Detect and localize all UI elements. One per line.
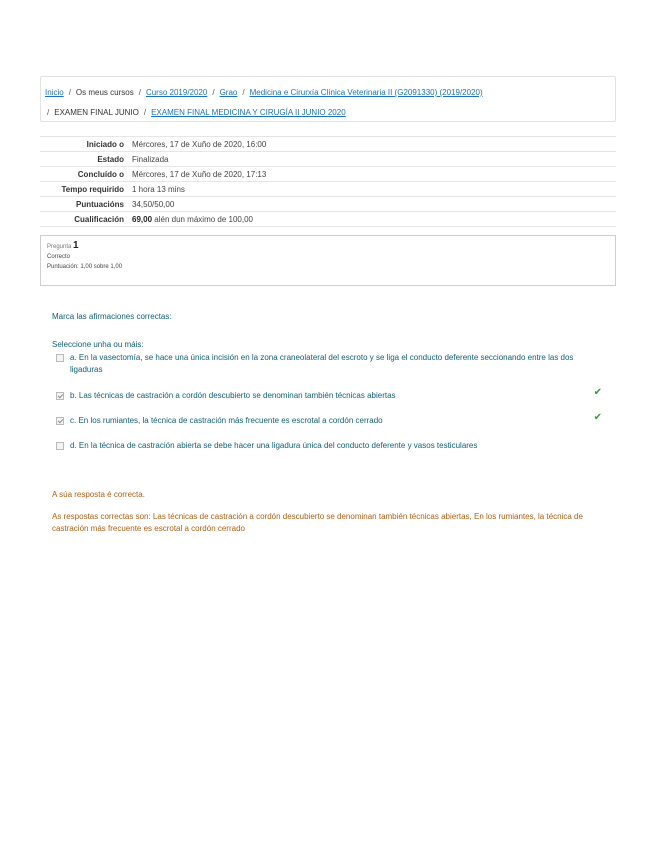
answer-text	[70, 415, 608, 427]
question-state: Correcto	[47, 254, 71, 260]
summary-row-marks	[40, 197, 616, 212]
breadcrumb-link-inicio[interactable]: Inicio	[45, 88, 64, 97]
answer-label: En la vasectomía, se hace una única incisión en la zona craneolateral del escroto y se liga el conducto deferente seccionando entre las dos ligaduras	[70, 353, 574, 374]
answer-prompt: Seleccione unha ou máis:	[52, 340, 144, 349]
answer-checkbox[interactable]	[56, 417, 64, 425]
question-label: Pregunta	[47, 244, 72, 250]
answer-checkbox[interactable]	[56, 354, 64, 362]
answer-text	[70, 440, 608, 452]
breadcrumb-link-grao[interactable]: Grao	[219, 88, 238, 97]
summary-row-grade	[40, 212, 616, 227]
question-number	[47, 241, 609, 252]
correct-answer-text: As respostas correctas son: Las técnicas de castración a cordón descubierto se denominan también técnicas abiertas, En los rumiantes, la técnica de castración más frecuente es escrotal a cordón cerrado	[52, 512, 583, 533]
answer-text	[70, 352, 608, 376]
answer-label: En la técnica de castración abierta se debe hacer una ligadura única del conducto deferente y vasos testiculares	[78, 441, 478, 450]
summary-value: Mércores, 17 de Xuño de 2020, 17:13	[132, 169, 267, 179]
answer-option-a[interactable]	[56, 352, 608, 376]
summary-value: 1 hora 13 mins	[132, 184, 185, 194]
answer-label: En los rumiantes, la técnica de castración más frecuente es escrotal a cordón cerrado	[78, 416, 383, 425]
summary-label: Iniciado o	[86, 139, 124, 149]
summary-row-started	[40, 137, 616, 152]
answer-letter: a.	[70, 353, 77, 362]
feedback-text: A súa resposta é correcta.	[52, 490, 145, 499]
summary-label: Puntuacións	[75, 199, 124, 209]
summary-label: Concluído o	[77, 169, 124, 179]
question-number-value: 1	[73, 240, 79, 251]
question-outcome	[52, 489, 604, 545]
breadcrumb-item-examen-final-junio: EXAMEN FINAL JUNIO	[54, 108, 139, 117]
summary-label: Estado	[97, 154, 124, 164]
grade-max: alén dun máximo de 100,00	[154, 214, 253, 224]
answer-option-b[interactable]	[56, 387, 608, 402]
summary-value	[128, 212, 616, 227]
breadcrumb-separator: /	[138, 88, 141, 97]
summary-label: Tempo requirido	[61, 184, 124, 194]
correct-check-icon: ✔	[593, 387, 602, 398]
question-text: Marca las afirmaciones correctas:	[52, 312, 172, 321]
answer-option-c[interactable]	[56, 412, 608, 427]
summary-value: 34,50/50,00	[132, 199, 175, 209]
grade-value: 69,00	[132, 214, 153, 224]
breadcrumb-separator: /	[212, 88, 215, 97]
correct-check-icon: ✔	[593, 412, 602, 423]
breadcrumb-item-os-meus-cursos: Os meus cursos	[75, 88, 134, 97]
summary-row-state	[40, 152, 616, 167]
breadcrumb-separator: /	[242, 88, 245, 97]
summary-row-time-taken	[40, 182, 616, 197]
summary-row-completed	[40, 167, 616, 182]
answer-label: Las técnicas de castración a cordón descubierto se denominan también técnicas abiertas	[78, 391, 396, 400]
summary-value: Finalizada	[132, 154, 169, 164]
breadcrumb-link-course[interactable]: Medicina e Cirurxía Clínica Veterinaria II (G2091330) (2019/2020)	[249, 88, 483, 97]
answer-text	[70, 390, 608, 402]
attempt-summary-table	[40, 136, 616, 227]
answer-letter: c.	[70, 416, 77, 425]
breadcrumb-separator: /	[143, 108, 147, 117]
breadcrumb-line-2	[45, 103, 611, 123]
answer-option-d[interactable]	[56, 440, 608, 452]
question-grade: Puntuación: 1,00 sobre 1,00	[47, 264, 123, 270]
answer-checkbox[interactable]	[56, 442, 64, 450]
summary-value: Mércores, 17 de Xuño de 2020, 16:00	[132, 139, 267, 149]
breadcrumb	[40, 76, 616, 122]
answer-letter: d.	[70, 441, 77, 450]
summary-label: Cualificación	[74, 214, 124, 224]
breadcrumb-separator: /	[47, 108, 50, 117]
breadcrumb-line-1	[45, 83, 611, 103]
breadcrumb-link-quiz[interactable]: EXAMEN FINAL MEDICINA Y CIRUGÍA II JUNIO 2020	[151, 108, 346, 117]
question-info-box	[40, 235, 616, 286]
breadcrumb-separator: /	[68, 88, 71, 97]
answer-checkbox[interactable]	[56, 392, 64, 400]
breadcrumb-link-curso[interactable]: Curso 2019/2020	[145, 88, 208, 97]
answer-letter: b.	[70, 391, 77, 400]
